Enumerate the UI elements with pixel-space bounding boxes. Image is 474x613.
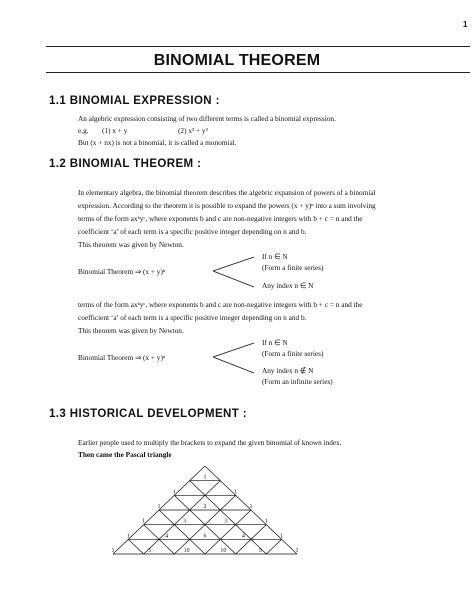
formula-2-case-infinite-note: (Form an infinite series) — [262, 377, 333, 386]
page-number: 1 — [463, 20, 468, 29]
lattice-line — [190, 481, 267, 554]
pascal-number: 1 — [234, 489, 238, 496]
not-binomial-note: But (x + nx) is not a binomial, it is called a monomial. — [78, 138, 237, 147]
binomial-theorem-formula-1: Binomial Theorem ⇒ (x + y)ⁿ — [78, 267, 166, 276]
pascal-number: 1 — [249, 504, 253, 510]
pascal-number: 4 — [241, 533, 245, 540]
formula-1-case-finite-note: (Form a finite series) — [262, 263, 324, 272]
pascal-number: 1 — [126, 533, 130, 540]
paragraph-line: terms of the form axᵇyᶜ, where exponents b and c are non-negative integers with b + c = n and the — [78, 300, 363, 309]
paragraph-line: This theorem was given by Newton. — [78, 240, 184, 249]
title-rule-top — [46, 46, 470, 47]
lattice-line — [128, 539, 143, 554]
section-heading-binomial-theorem: 1.2 BINOMIAL THEOREM : — [49, 158, 202, 170]
pascal-triangle-diagram — [111, 462, 299, 557]
pascal-number: 4 — [165, 533, 169, 540]
pascal-number: 1 — [142, 518, 146, 525]
pascal-number: 3 — [183, 518, 187, 525]
formula-2-case-any-index: Any index n ∉ N — [262, 366, 314, 375]
formula-1-case-finite: If n ∈ N — [262, 252, 288, 261]
pascal-number: 2 — [203, 504, 207, 510]
example-2: (2) x³ + y³ — [178, 126, 208, 135]
section-heading-binomial-expression: 1.1 BINOMIAL EXPRESSION : — [49, 95, 220, 107]
paragraph-line: terms of the form axᵇyᶜ, where exponents b and c are non-negative integers with b + c = n and the — [78, 214, 363, 223]
pascal-number: 10 — [220, 548, 227, 554]
binomial-theorem-formula-2: Binomial Theorem ⇒ (x + y)ⁿ — [78, 353, 166, 362]
paragraph-line: In elementary algebra, the binomial theorem describes the algebric expansion of powers of a binomial — [78, 188, 376, 197]
pascal-number: 1 — [172, 489, 176, 496]
branch-arrows-1 — [210, 254, 260, 290]
pascal-number: 10 — [183, 548, 190, 554]
theorem-paragraph-2 — [78, 298, 473, 337]
pascal-number: 1 — [264, 518, 268, 525]
binomial-expression-definition: An algebric expression consisting of two different terms is called a binomial expression. — [78, 114, 336, 123]
paragraph-line: expression. According to the theorem it is possible to expand the powers (x + y)ⁿ into a sum involving — [78, 201, 376, 210]
section-heading-historical-development: 1.3 HISTORICAL DEVELOPMENT : — [49, 408, 247, 420]
lattice-line — [205, 510, 251, 554]
formula-2-case-finite-note: (Form a finite series) — [262, 349, 324, 358]
title-rule-bottom — [46, 72, 470, 73]
branch-arrows-2 — [210, 340, 260, 376]
pascal-triangle-intro: Then came the Pascal triangle — [78, 450, 172, 459]
example-1: (1) x + y — [102, 126, 128, 135]
pascal-number: 1 — [280, 533, 284, 540]
pascal-number: 1 — [111, 548, 115, 554]
page-title: BINOMIAL THEOREM — [153, 52, 321, 69]
formula-1-case-any-index: Any index n ∈ N — [262, 281, 314, 290]
pascal-number: 3 — [223, 518, 227, 525]
lattice-line — [159, 510, 205, 554]
pascal-number: 1 — [157, 504, 161, 510]
example-label: e.g. — [78, 126, 89, 135]
pascal-number: 6 — [203, 533, 207, 540]
lattice-line — [144, 481, 221, 554]
pascal-number: 5 — [258, 548, 262, 554]
historical-text: Earlier people used to multiply the brackets to expand the given binomial of known index. — [78, 438, 342, 447]
paragraph-line: This theorem was given by Newton. — [78, 326, 184, 335]
lattice-line — [266, 539, 281, 554]
pascal-number: 5 — [148, 548, 152, 554]
formula-2-case-finite: If n ∈ N — [262, 338, 288, 347]
paragraph-line: coefficient ‘a’ of each term is a specific positive integer depending on n and b. — [78, 227, 307, 236]
paragraph-line: coefficient ‘a’ of each term is a specific positive integer depending on n and b. — [78, 313, 307, 322]
pascal-number: 1 — [295, 548, 299, 554]
pascal-number: 1 — [203, 474, 207, 481]
theorem-paragraph-1 — [78, 186, 473, 251]
